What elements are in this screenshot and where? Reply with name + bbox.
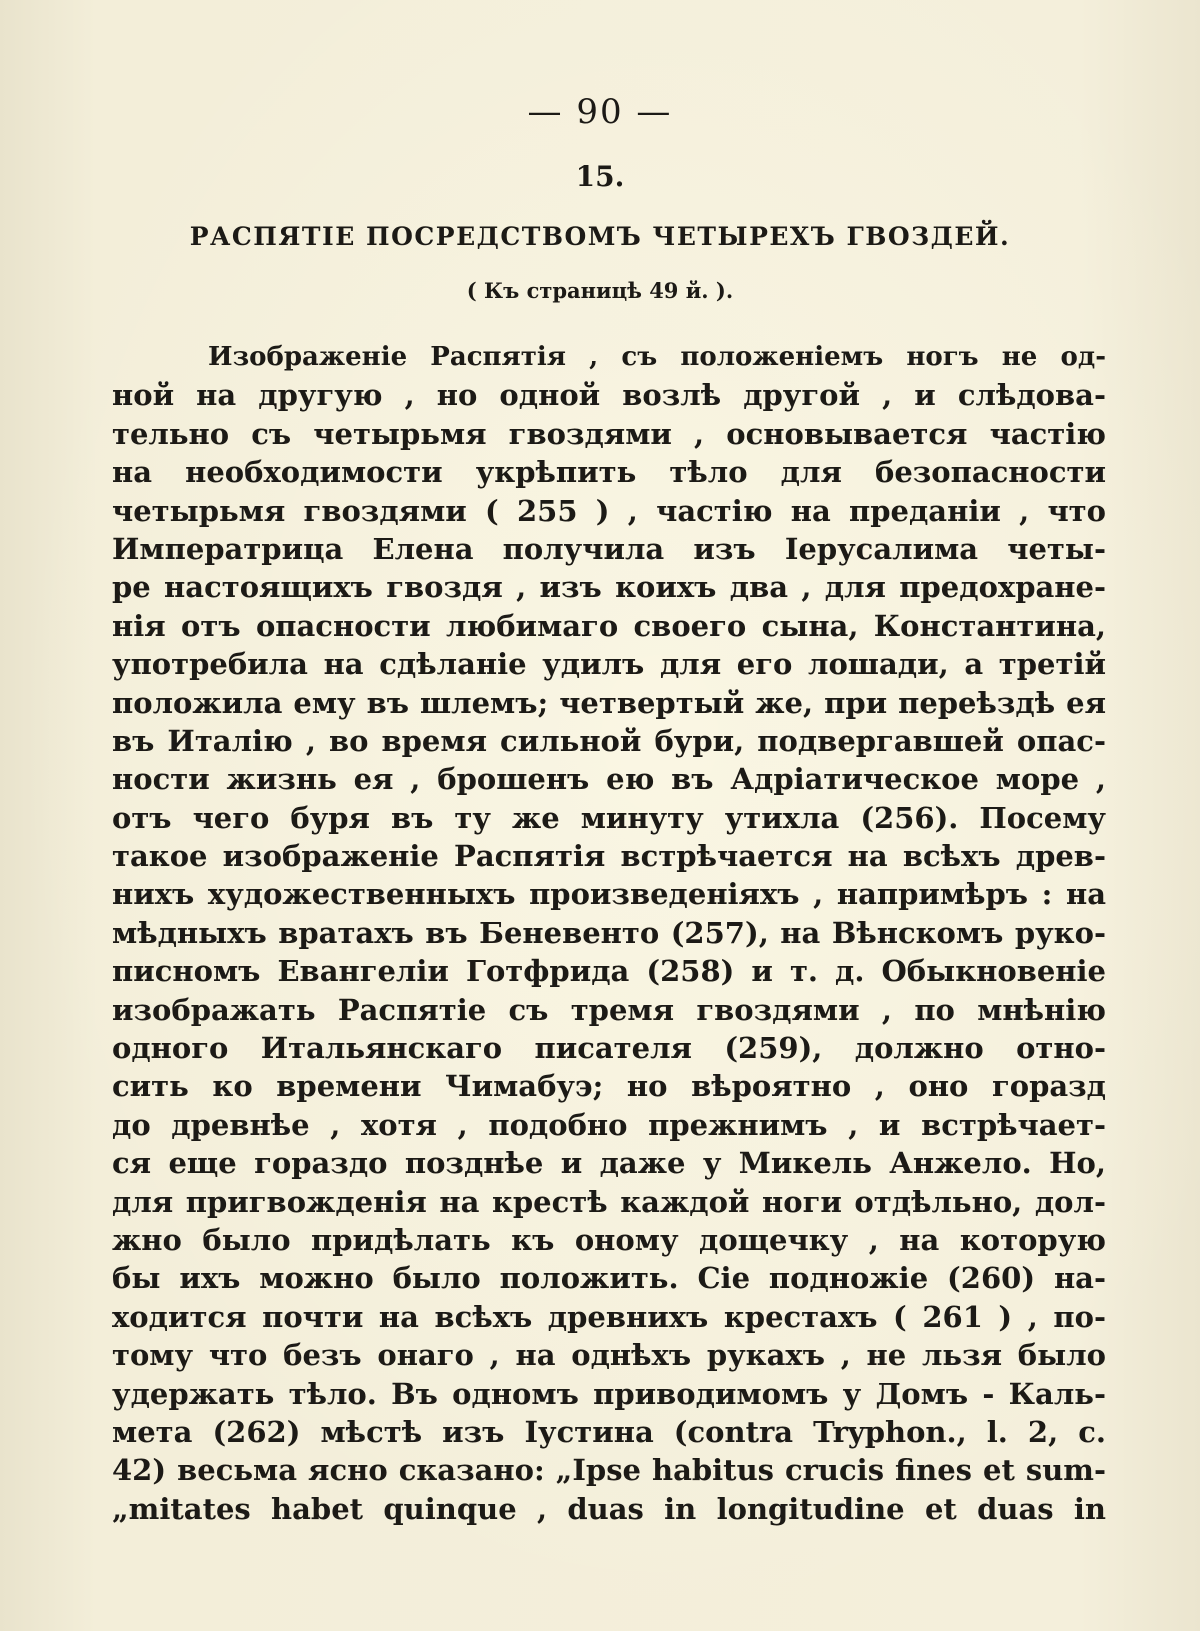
text-line: жно было придѣлать къ оному дощечку , на которую [112, 1222, 1106, 1257]
body-text [112, 338, 1106, 1528]
text-line: писномъ Евангеліи Готфрида (258) и т. д. Обыкновеніе [112, 954, 1106, 989]
text-line: ходится почти на всѣхъ древнихъ крестахъ ( 261 ) , по- [112, 1299, 1106, 1334]
page-number: — 90 — [527, 92, 673, 132]
text-line: 42) весьма ясно сказано: „Ipse habitus crucis fines et sum- [112, 1453, 1106, 1488]
text-line: Изображеніе Распятія , съ положеніемъ ногъ не од- [208, 342, 1106, 372]
text-line: употребила на сдѣланіе удилъ для его лошади, а третій [112, 647, 1106, 682]
text-line: четырьмя гвоздями ( 255 ) , частію на преданіи , что [112, 493, 1106, 528]
text-line: мѣдныхъ вратахъ въ Беневенто (257), на Вѣнскомъ руко- [112, 915, 1106, 950]
text-line: ся еще гораздо позднѣе и даже у Микель Анжело. Но, [112, 1146, 1106, 1181]
section-page-reference: ( Къ страницѣ 49 й. ). [466, 278, 734, 303]
text-line: для пригвожденія на крестѣ каждой ноги отдѣльно, дол- [112, 1184, 1106, 1219]
text-line: до древнѣе , хотя , подобно прежнимъ , и встрѣчает- [112, 1107, 1106, 1142]
text-line: на необходимости укрѣпить тѣло для безопасности [112, 455, 1106, 490]
text-line: отъ чего буря въ ту же минуту утихла (256). Посему [112, 800, 1106, 835]
text-line: бы ихъ можно было положить. Сіе подножіе (260) на- [112, 1261, 1106, 1296]
text-line: одного Итальянскаго писателя (259), должно отно- [112, 1031, 1106, 1066]
text-line: тельно съ четырьмя гвоздями , основывается частію [112, 416, 1106, 451]
text-line: ре настоящихъ гвоздя , изъ коихъ два , для предохране- [112, 570, 1106, 605]
text-line: тому что безъ онаго , на однѣхъ рукахъ , не льзя было [112, 1338, 1106, 1373]
text-line: нихъ художественныхъ произведеніяхъ , напримѣръ : на [112, 877, 1106, 912]
text-line: положила ему въ шлемъ; четвертый же, при переѣздѣ ея [112, 685, 1106, 720]
text-line: ной на другую , но одной возлѣ другой , и слѣдова- [112, 378, 1106, 413]
text-line: такое изображеніе Распятія встрѣчается на всѣхъ древ- [112, 839, 1106, 874]
text-line: нія отъ опасности любимаго своего сына, Константина, [112, 608, 1106, 643]
text-line: удержать тѣло. Въ одномъ приводимомъ у Домъ - Каль- [112, 1376, 1106, 1411]
text-line: мета (262) мѣстѣ изъ Іустина (contra Tryphon., l. 2, c. [112, 1414, 1106, 1449]
text-line: Императрица Елена получила изъ Іерусалима четы- [112, 531, 1106, 566]
text-line: ности жизнь ея , брошенъ ею въ Адріатическое море , [112, 762, 1106, 797]
section-title: РАСПЯТІЕ ПОСРЕДСТВОМЪ ЧЕТЫРЕХЪ ГВОЗДЕЙ. [189, 222, 1011, 251]
text-line: „mitates habet quinque , duas in longitudine et duas in [112, 1491, 1106, 1526]
section-number: 15. [575, 160, 625, 193]
text-line: сить ко времени Чимабуэ; но вѣроятно , оно горазд [112, 1069, 1106, 1104]
text-line: въ Италію , во время сильной бури, подвергавшей опас- [112, 723, 1106, 758]
text-line: изображать Распятіе съ тремя гвоздями , по мнѣнію [112, 992, 1106, 1027]
